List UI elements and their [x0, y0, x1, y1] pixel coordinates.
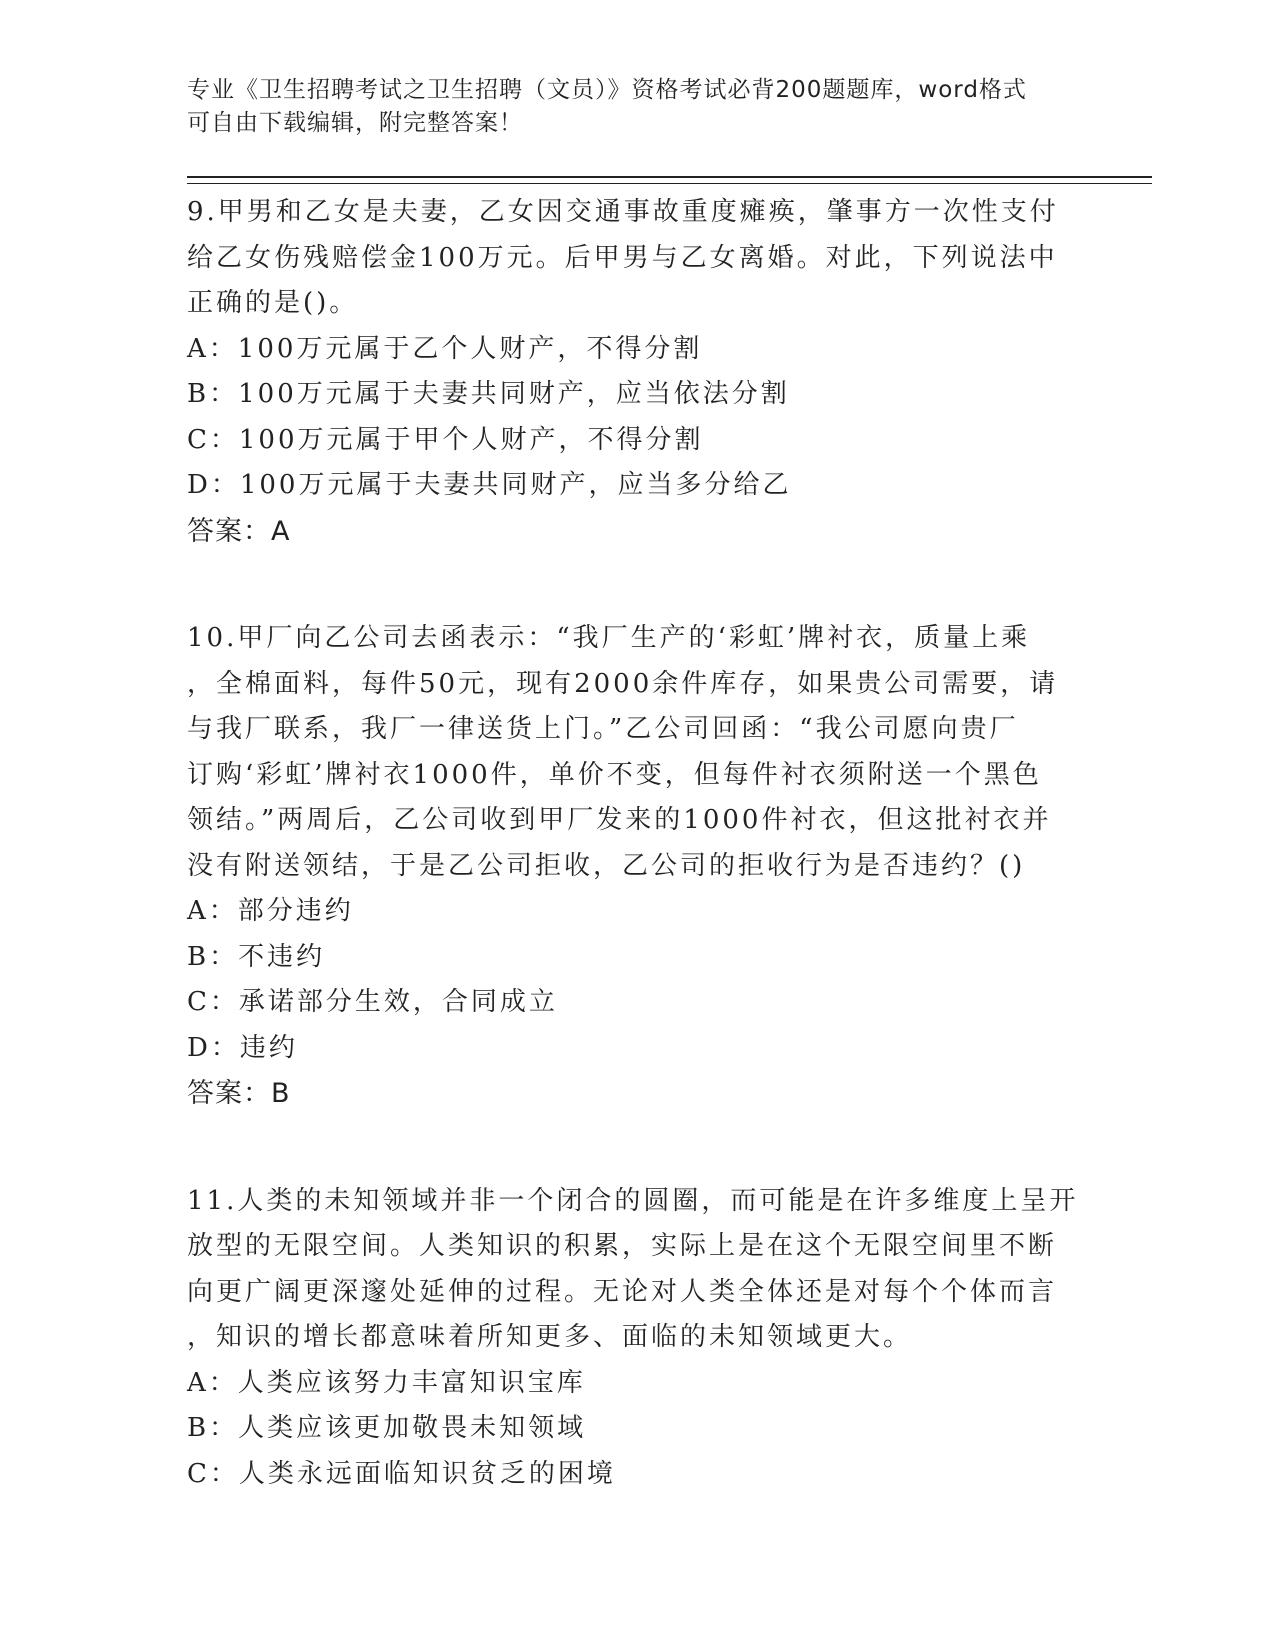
document-header	[187, 74, 1067, 140]
question-stem-line: 订购‘彩虹’牌衬衣1000件，单价不变，但每件衬衣须附送一个黑色	[187, 759, 1042, 790]
header-divider-thick	[187, 176, 1152, 178]
questions-content	[187, 190, 1087, 1497]
question-stem-line: 正确的是()。	[187, 288, 359, 318]
question-stem-line: 11.人类的未知领域并非一个闭合的圆圈，而可能是在许多维度上呈开	[187, 1185, 1079, 1216]
question-stem-line: 向更广阔更深邃处延伸的过程。无论对人类全体还是对每个个体而言	[187, 1276, 1058, 1307]
header-line-2: 可自由下载编辑，附完整答案！	[187, 110, 523, 136]
option-c: C：100万元属于甲个人财产，不得分割	[187, 424, 704, 455]
question-stem-line: 与我厂联系，我厂一律送货上门。”乙公司回函：“我公司愿向贵厂	[187, 714, 1019, 744]
option-b: B：100万元属于夫妻共同财产，应当依法分割	[187, 379, 790, 409]
answer-label: 答案：A	[187, 515, 291, 547]
question-stem-line: 给乙女伤残赔偿金100万元。后甲男与乙女离婚。对此，下列说法中	[187, 242, 1058, 273]
question-stem-line: 没有附送领结，于是乙公司拒收，乙公司的拒收行为是否违约？()	[187, 850, 1026, 881]
option-b: B：人类应该更加敬畏未知领域	[187, 1413, 587, 1443]
question-stem-line: 放型的无限空间。人类知识的积累，实际上是在这个无限空间里不断	[187, 1231, 1058, 1261]
question-10	[187, 616, 1087, 1117]
option-a: A：部分违约	[187, 896, 354, 926]
question-stem-line: 10.甲厂向乙公司去函表示：“我厂生产的‘彩虹’牌衬衣，质量上乘	[187, 623, 1031, 653]
question-stem-line: ，全棉面料，每件50元，现有2000余件库存，如果贵公司需要，请	[187, 668, 1059, 699]
header-divider-thin	[187, 183, 1152, 184]
answer-label: 答案：B	[187, 1078, 291, 1109]
question-stem-line: ，知识的增长都意味着所知更多、面临的未知领域更大。	[187, 1322, 913, 1352]
option-a: A：人类应该努力丰富知识宝库	[187, 1367, 586, 1398]
option-c: C：人类永远面临知识贫乏的困境	[187, 1458, 616, 1489]
option-a: A：100万元属于乙个人财产，不得分割	[187, 333, 703, 364]
option-d: D：100万元属于夫妻共同财产，应当多分给乙	[187, 470, 792, 500]
question-stem-line: 9.甲男和乙女是夫妻，乙女因交通事故重度瘫痪，肇事方一次性支付	[187, 197, 1059, 227]
option-c: C：承诺部分生效，合同成立	[187, 987, 558, 1017]
question-9	[187, 190, 1087, 554]
option-d: D：违约	[187, 1032, 298, 1063]
question-stem-line: 领结。”两周后，乙公司收到甲厂发来的1000件衬衣，但这批衬衣并	[187, 805, 1052, 835]
option-b: B：不违约	[187, 941, 326, 972]
header-line-1: 专业《卫生招聘考试之卫生招聘（文员）》资格考试必背200题题库，word格式	[187, 77, 1027, 103]
question-11	[187, 1179, 1087, 1498]
